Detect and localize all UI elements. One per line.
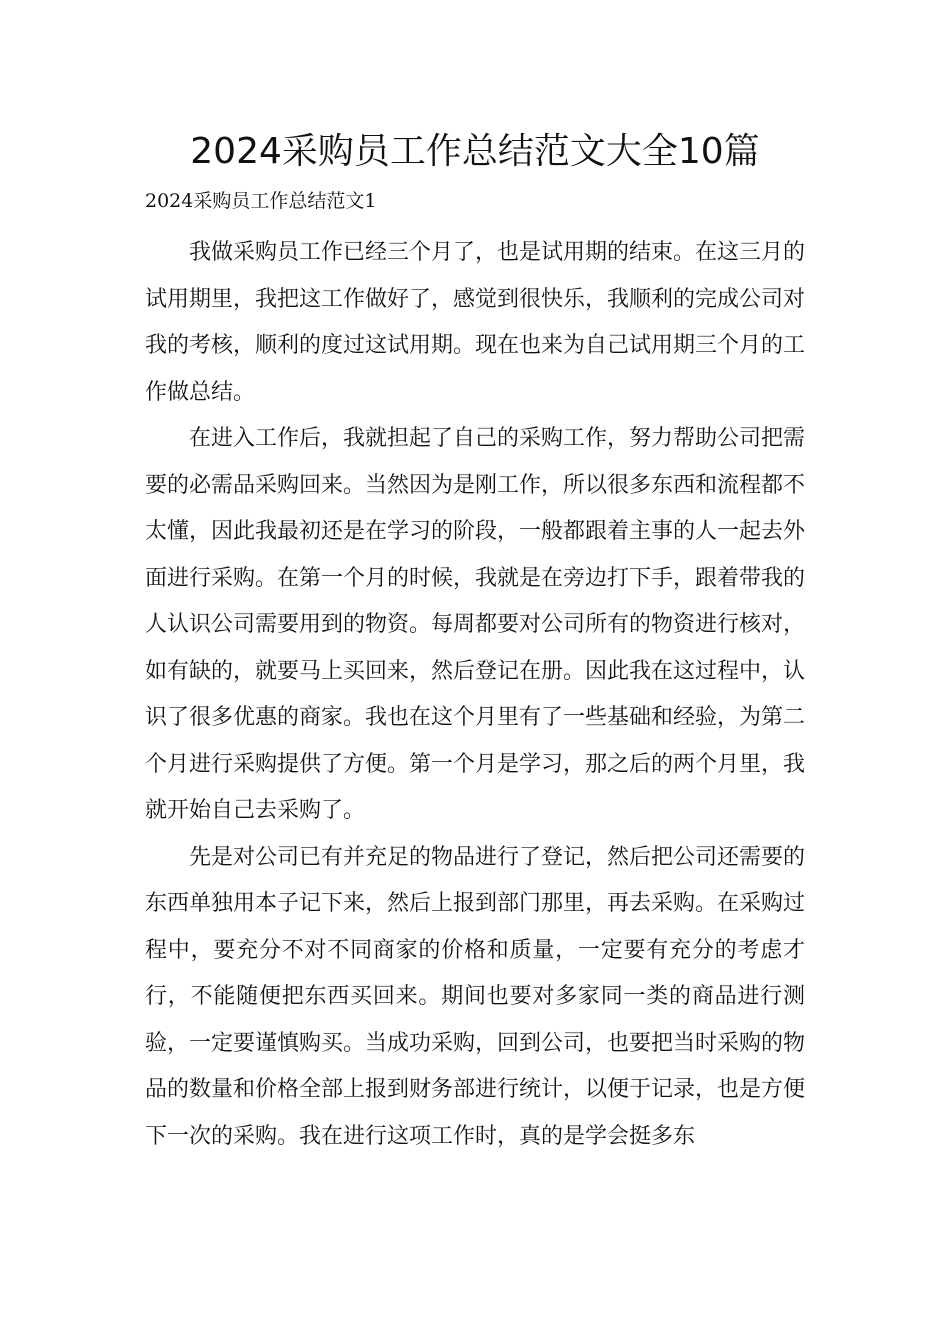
document-body: [145, 230, 805, 1160]
section-heading: 2024采购员工作总结范文1: [145, 190, 377, 212]
paragraph-1: 我做采购员工作已经三个月了，也是试用期的结束。在这三月的试用期里，我把这工作做好了，感觉到很快乐，我顺利的完成公司对我的考核，顺利的度过这试用期。现在也来为自己试用期三个月的工作做总结。: [145, 240, 806, 405]
paragraph-3: 先是对公司已有并充足的物品进行了登记，然后把公司还需要的东西单独用本子记下来，然后上报到部门那里，再去采购。在采购过程中，要充分不对不同商家的价格和质量，一定要有充分的考虑才行，不能随便把东西买回来。期间也要对多家同一类的商品进行测验，一定要谨慎购买。当成功采购，回到公司，也要把当时采购的物品的数量和价格全部上报到财务部进行统计，以便于记录，也是方便下一次的采购。我在进行这项工作时，真的是学会挺多东: [145, 844, 806, 1149]
paragraph-2: 在进入工作后，我就担起了自己的采购工作，努力帮助公司把需要的必需品采购回来。当然因为是刚工作，所以很多东西和流程都不太懂，因此我最初还是在学习的阶段，一般都跟着主事的人一起去外面进行采购。在第一个月的时候，我就是在旁边打下手，跟着带我的人认识公司需要用到的物资。每周都要对公司所有的物资进行核对，如有缺的，就要马上买回来，然后登记在册。因此我在这过程中，认识了很多优惠的商家。我也在这个月里有了一些基础和经验，为第二个月进行采购提供了方便。第一个月是学习，那之后的两个月里，我就开始自己去采购了。: [145, 426, 806, 823]
document-title: 2024采购员工作总结范文大全10篇: [190, 131, 760, 172]
